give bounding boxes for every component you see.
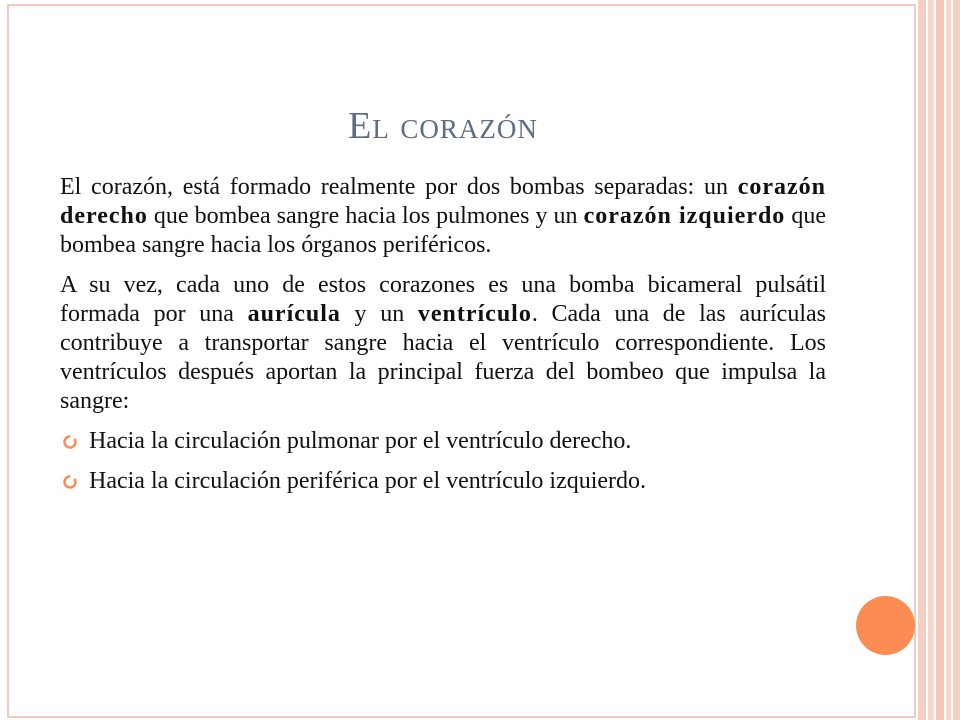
orange-ring-bullet-icon <box>62 474 78 490</box>
text-run: que bombea sangre hacia los órganos periféricos. <box>60 203 827 258</box>
bold-term-right-heart: corazón derecho <box>60 174 826 229</box>
orange-ring-bullet-icon <box>62 434 78 450</box>
list-item <box>60 467 826 496</box>
decorative-orange-circle <box>856 596 915 655</box>
paragraph-heart-pumps <box>60 173 826 260</box>
slide-body <box>60 173 826 507</box>
list-item <box>60 427 826 456</box>
bold-term-ventricle: ventrículo <box>417 301 532 327</box>
side-stripes <box>918 0 960 720</box>
text-run: A su vez, cada uno de estos corazones es una bomba bicameral pulsátil formada por una <box>60 272 826 327</box>
bullet-text: Hacia la circulación pulmonar por el ventrículo derecho. <box>89 428 632 454</box>
text-run: El corazón, está formado realmente por dos bombas separadas: un <box>60 174 738 200</box>
slide-title: El corazón <box>348 105 538 147</box>
text-run: que bombea sangre hacia los pulmones y un <box>147 203 584 229</box>
text-run: y un <box>340 301 418 327</box>
paragraph-chambers <box>60 271 826 416</box>
bold-term-left-heart: corazón izquierdo <box>583 203 786 229</box>
bullet-text: Hacia la circulación periférica por el ventrículo izquierdo. <box>89 468 647 494</box>
text-run: . Cada una de las aurículas contribuye a transportar sangre hacia el ventrículo correspondiente. Los ventrículos después aportan la principal fuerza del bombeo que impulsa la sangre: <box>60 301 826 414</box>
bold-term-atrium: aurícula <box>247 301 341 327</box>
bullet-list <box>60 427 826 496</box>
